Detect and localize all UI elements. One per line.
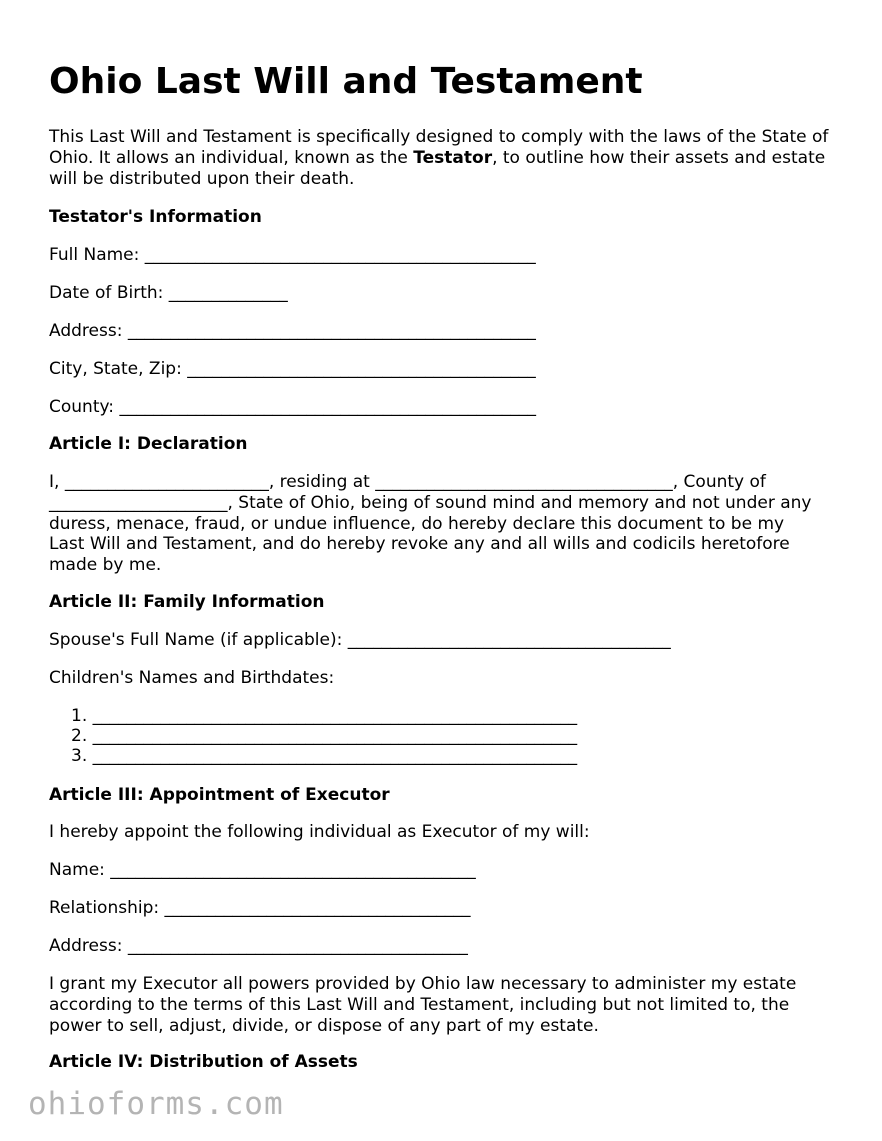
declaration-line-1: I, ________________________, residing at ___________________________________, County of [49, 472, 766, 492]
declaration-line-2: _____________________, State of Ohio, being of sound mind and memory and not under any [49, 492, 812, 513]
article-3-heading: Article III: Appointment of Executor [49, 785, 390, 805]
article-1-heading: Article I: Declaration [49, 434, 248, 454]
site-watermark: ohioforms.com [28, 1086, 284, 1122]
testator-info-heading: Testator's Information [49, 207, 262, 227]
executor-name-field: Name: ___________________________________________ [49, 860, 476, 880]
intro-paragraph [49, 127, 849, 189]
declaration-paragraph [49, 472, 849, 576]
declaration-line-4: Last Will and Testament, and do hereby revoke any and all wills and codicils heretofore [49, 534, 790, 555]
intro-line-2-start: Ohio. It allows an individual, known as the [49, 147, 414, 168]
date-of-birth-field: Date of Birth: ______________ [49, 283, 288, 303]
county-field: County: _________________________________________________ [49, 397, 536, 417]
article-2-heading: Article II: Family Information [49, 592, 325, 612]
city-state-zip-field: City, State, Zip: _________________________________________ [49, 359, 536, 379]
children-label: Children's Names and Birthdates: [49, 668, 335, 688]
powers-line-2: according to the terms of this Last Will and Testament, including but not limited to, the [49, 994, 790, 1015]
powers-line-1: I grant my Executor all powers provided by Ohio law necessary to administer my estate [49, 974, 797, 994]
list-item: 3. _________________________________________________________ [71, 746, 578, 766]
intro-line-2-end: , to outline how their assets and estate [492, 147, 826, 168]
document-title: Ohio Last Will and Testament [49, 61, 643, 102]
declaration-line-5: made by me. [49, 555, 162, 576]
declaration-line-3: duress, menace, fraud, or undue influence, do hereby declare this document to be my [49, 513, 785, 534]
executor-powers-paragraph [49, 974, 849, 1036]
executor-address-field: Address: ________________________________________ [49, 936, 468, 956]
address-field: Address: ________________________________________________ [49, 321, 536, 341]
list-item: 2. _________________________________________________________ [71, 726, 578, 746]
executor-relationship-field: Relationship: ____________________________________ [49, 898, 471, 918]
testator-term: Testator [413, 147, 493, 168]
intro-line-1: This Last Will and Testament is specifically designed to comply with the laws of the State of [49, 127, 829, 147]
full-name-field: Full Name: ______________________________________________ [49, 245, 536, 265]
article-4-heading: Article IV: Distribution of Assets [49, 1052, 358, 1072]
spouse-name-field: Spouse's Full Name (if applicable): ______________________________________ [49, 630, 671, 650]
intro-line-2 [49, 148, 849, 169]
children-list [71, 706, 577, 766]
intro-line-3: will be distributed upon their death. [49, 168, 355, 189]
list-item: 1. _________________________________________________________ [71, 706, 578, 726]
executor-intro: I hereby appoint the following individual as Executor of my will: [49, 822, 590, 842]
powers-line-3: power to sell, adjust, divide, or dispose of any part of my estate. [49, 1015, 599, 1036]
